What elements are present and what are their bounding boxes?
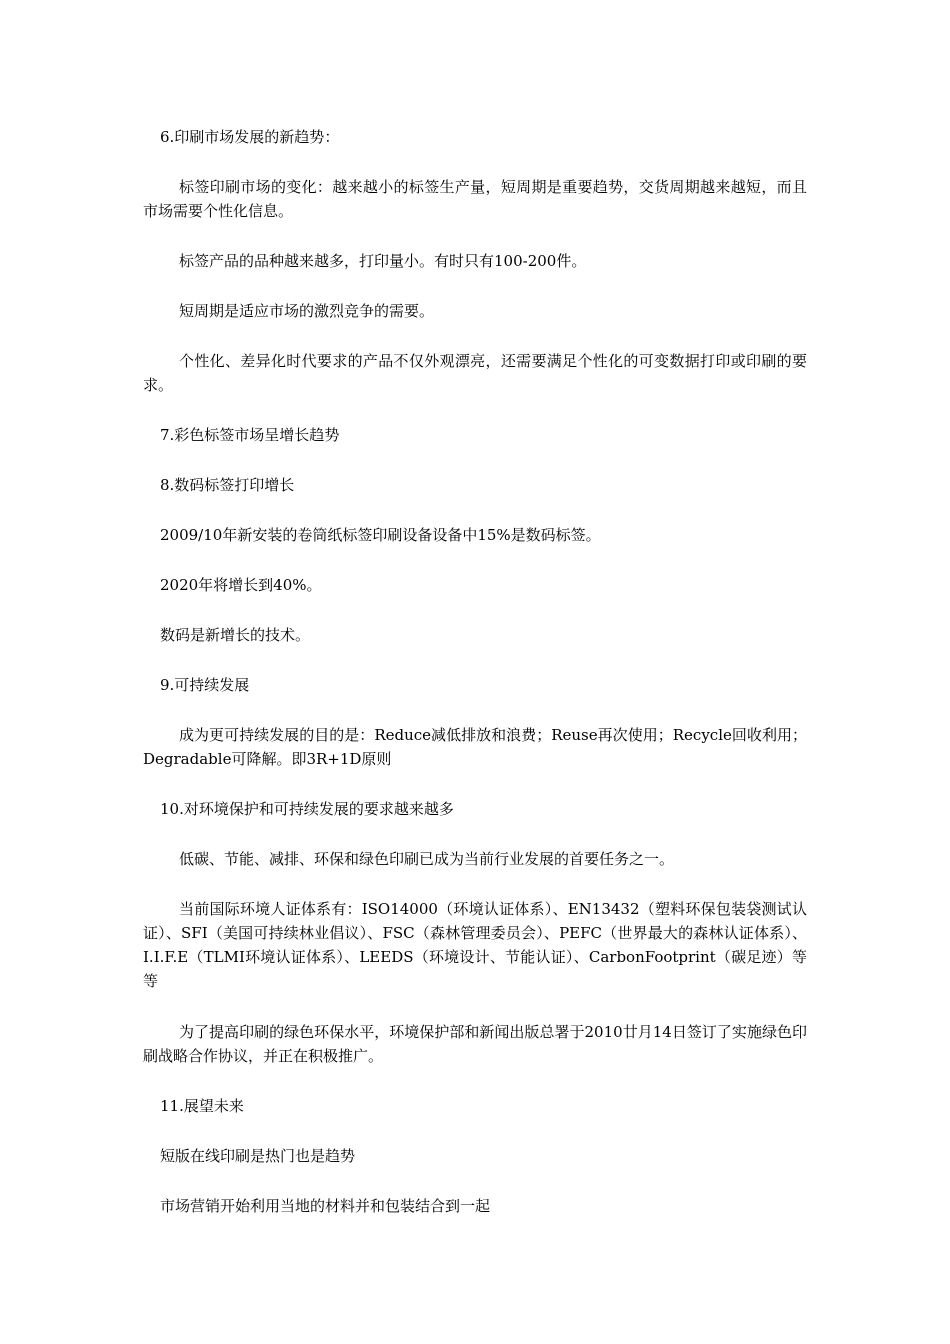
heading-environment: 10.对环境保护和可持续发展的要求越来越多 <box>160 800 454 818</box>
paragraph-digital-share-2020: 2020年将增长到40%。 <box>160 576 322 594</box>
paragraph-short-run-online: 短版在线印刷是热门也是趋势 <box>160 1147 356 1165</box>
heading-sustainability: 9.可持续发展 <box>160 676 250 694</box>
paragraph-short-cycle: 短周期是适应市场的激烈竞争的需要。 <box>179 302 435 320</box>
paragraph-low-carbon: 低碳、节能、减排、环保和绿色印刷已成为当前行业发展的首要任务之一。 <box>179 850 675 868</box>
paragraph-label-market-change: 标签印刷市场的变化：越来越小的标签生产量，短周期是重要趋势，交货周期越来越短，而且市场需要个性化信息。 <box>143 178 807 220</box>
paragraph-digital-share-2009: 2009/10年新安装的卷筒纸标签印刷设备设备中15%是数码标签。 <box>160 526 601 544</box>
paragraph-personalization: 个性化、差异化时代要求的产品不仅外观漂亮，还需要满足个性化的可变数据打印或印刷的要求。 <box>143 352 807 394</box>
heading-outlook: 11.展望未来 <box>160 1097 244 1115</box>
paragraph-local-materials: 市场营销开始利用当地的材料并和包装结合到一起 <box>160 1197 491 1215</box>
paragraph-product-variety: 标签产品的品种越来越多，打印量小。有时只有100-200件。 <box>179 252 587 270</box>
heading-market-trends: 6.印刷市场发展的新趋势： <box>160 128 340 146</box>
heading-color-labels: 7.彩色标签市场呈增长趋势 <box>160 426 340 444</box>
paragraph-3r1d: 成为更可持续发展的目的是：Reduce减低排放和浪费；Reuse再次使用；Recycle回收利用；Degradable可降解。即3R+1D原则 <box>143 726 807 768</box>
paragraph-digital-tech: 数码是新增长的技术。 <box>160 626 311 644</box>
heading-digital-labels: 8.数码标签打印增长 <box>160 476 295 494</box>
paragraph-green-printing: 为了提高印刷的绿色环保水平，环境保护部和新闻出版总署于2010廿月14日签订了实施绿色印刷战略合作协议，并正在积极推广。 <box>143 1023 807 1065</box>
paragraph-certifications: 当前国际环境人证体系有：ISO14000（环境认证体系）、EN13432（塑料环保包装袋测试认证）、SFI（美国可持续林业倡议）、FSC（森林管理委员会）、PEFC（世界最大的森林认证体系）、I.I.F.E（TLMI环境认证体系）、LEEDS（环境设计、节能认证）、CarbonFootprint（碳足迹）等等 <box>143 900 807 990</box>
